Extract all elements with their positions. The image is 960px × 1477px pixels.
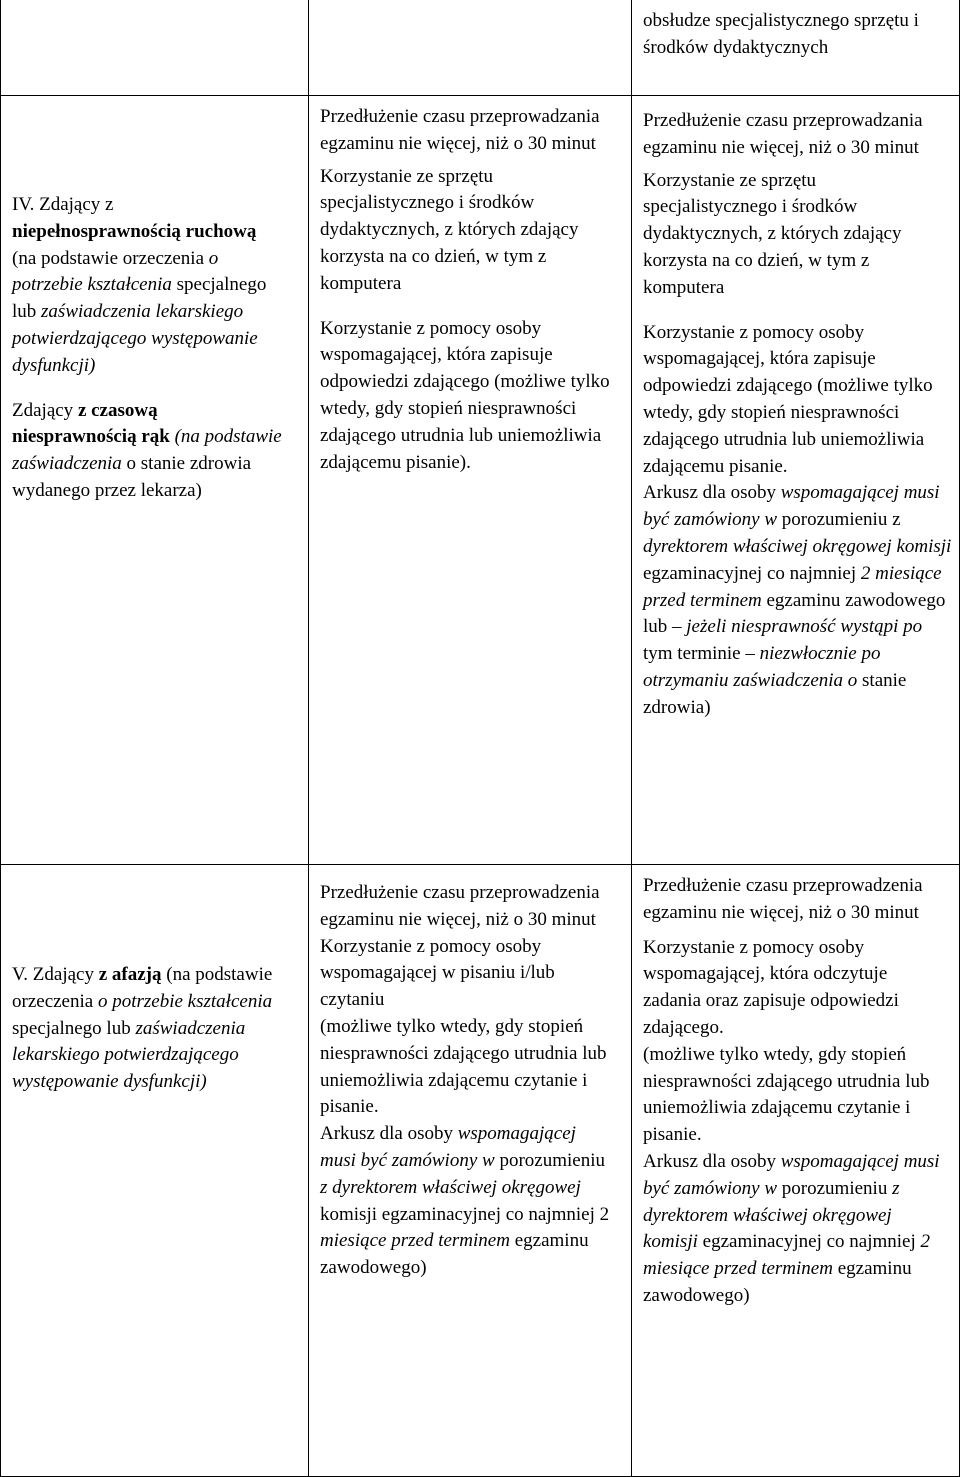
note-text: porozumieniu z: [781, 509, 901, 531]
note-text-italic: miesiące przed terminem: [320, 1230, 510, 1252]
row-iv-group2-basis-rest: o stanie zdrowia wydanego przez lekarza): [12, 453, 252, 501]
note-text: tym terminie –: [643, 643, 755, 665]
row-v-lead: Zdający: [32, 964, 94, 985]
note-text-italic: wspomagającej musi być zamówiony w: [320, 1123, 576, 1171]
row-v-col3-sheet-note: [643, 1149, 943, 1310]
note-text: komisji egzaminacyjnej co najmniej 2: [320, 1203, 610, 1225]
row-v-numeral: V.: [12, 964, 29, 985]
note-text: egzaminu zawodowego): [643, 1258, 912, 1306]
row-iv-group1: [12, 192, 282, 380]
row-iv-group2-lead: Zdający: [12, 399, 74, 421]
row-iv-col2-time-extension: Przedłużenie czasu przeprowadzania egzaminu nie więcej, niż o 30 minut: [320, 106, 600, 154]
note-text-italic: 2 miesiące przed terminem: [643, 562, 942, 611]
note-text-italic: 2 miesiące przed terminem: [643, 1231, 931, 1280]
note-text: Arkusz dla osoby: [643, 1150, 776, 1172]
row-divider-middle: [0, 864, 960, 865]
column-divider-1: [308, 0, 309, 1477]
row-v-disability-type: z afazją: [98, 964, 162, 985]
note-text-italic: wspomagającej musi być zamówiony w: [643, 482, 940, 531]
row-v-disability-cell: [12, 962, 274, 1096]
note-text-italic: z dyrektorem właściwej okręgowej: [320, 1176, 581, 1198]
note-text: stanie zdrowia): [643, 669, 907, 718]
row-v-col2-cell: [320, 880, 612, 1282]
row-iv-col2-cell: [320, 104, 612, 476]
row-iv-basis-italic2: zaświadczenia lekarskiego potwierdzającego występowanie dysfunkcji): [12, 301, 258, 376]
note-text: Arkusz dla osoby: [320, 1123, 453, 1145]
row-v-col2-assistant: Korzystanie z pomocy osoby wspomagającej w pisaniu i/lub czytaniu: [320, 935, 555, 1011]
note-text-italic: niezwłocznie po otrzymaniu zaświadczenia o: [643, 643, 881, 691]
continuation-text: obsłudze specjalistycznego sprzętu i środków dydaktycznych: [643, 10, 919, 58]
row-iv-col3-assistant: Korzystanie z pomocy osoby wspomagającej, która zapisuje odpowiedzi zdającego (możliwe tylko wtedy, gdy stopień niesprawności zdającego utrudnia lub uniemożliwia zdającemu pisanie.: [643, 321, 933, 477]
note-text: egzaminacyjnej co najmniej: [643, 562, 857, 584]
row-v-basis-italic2: zaświadczenia lekarskiego potwierdzającego występowanie dysfunkcji): [12, 1017, 246, 1093]
row-divider-top: [0, 95, 960, 96]
note-text: egzaminacyjnej co najmniej: [702, 1231, 916, 1253]
row-iv-col3-time-extension: Przedłużenie czasu przeprowadzania egzaminu nie więcej, niż o 30 minut: [643, 110, 923, 158]
note-text: Arkusz dla osoby: [643, 482, 776, 504]
row-iv-basis-mid: specjalnego lub: [12, 274, 267, 323]
row-iv-numeral: IV.: [12, 194, 35, 215]
row-v-basis-open: (na podstawie orzeczenia: [12, 964, 273, 1012]
row-iv-group2: [12, 398, 282, 505]
row-v-basis-italic: o potrzebie kształcenia: [97, 990, 273, 1012]
row-iv-col3-cell: [643, 108, 953, 722]
row-v-col2-condition: (możliwe tylko wtedy, gdy stopień niesprawności zdającego utrudnia lub uniemożliwia zdającemu czytanie i pisanie.: [320, 1015, 607, 1118]
row-iv-basis-open: (na podstawie orzeczenia: [12, 247, 205, 269]
note-text-italic: z dyrektorem właściwej okręgowej komisji: [643, 1177, 900, 1253]
row-v-col3-cell: [643, 873, 943, 1310]
row-v-group: [12, 962, 274, 1096]
row-iv-lead: Zdający z: [39, 194, 114, 215]
row-iv-basis-italic: o potrzebie kształcenia: [12, 247, 219, 296]
row-v-col3-assistant: Korzystanie z pomocy osoby wspomagającej, która odczytuje zadania oraz zapisuje odpowiedzi zdającego.: [643, 936, 899, 1038]
note-text: porozumieniu: [499, 1149, 605, 1171]
note-text: egzaminu zawodowego lub –: [643, 589, 946, 638]
row-v-basis-mid: specjalnego lub: [12, 1017, 131, 1039]
row-iv-col2-assistant: Korzystanie z pomocy osoby wspomagającej, która zapisuje odpowiedzi zdającego (możliwe tylko wtedy, gdy stopień niesprawności zdającego utrudnia lub uniemożliwia zdającemu pisanie).: [320, 317, 610, 473]
row-v-col3-time-extension: Przedłużenie czasu przeprowadzenia egzaminu nie więcej, niż o 30 minut: [643, 875, 923, 923]
row-v-col2-time-extension: Przedłużenie czasu przeprowadzenia egzaminu nie więcej, niż o 30 minut: [320, 882, 600, 930]
row-iv-col3-sheet-note: [643, 480, 953, 721]
note-text: porozumieniu: [781, 1177, 888, 1199]
row-iv-group2-basis-italic: (na podstawie zaświadczenia: [12, 426, 282, 475]
row-iv-col2-equipment: Korzystanie ze sprzętu specjalistycznego i środków dydaktycznych, z których zdający korzysta na co dzień, w tym z komputera: [320, 165, 579, 294]
top-row-col3-cell: [643, 8, 953, 62]
row-iv-disability-type: niepełnosprawnością ruchową: [12, 220, 257, 242]
note-text-italic: jeżeli niesprawność wystąpi po: [686, 616, 923, 638]
table-border-left: [0, 0, 1, 1477]
column-divider-2: [631, 0, 632, 1477]
row-iv-col3-equipment: Korzystanie ze sprzętu specjalistycznego i środków dydaktycznych, z których zdający korzysta na co dzień, w tym z komputera: [643, 169, 902, 298]
note-text-italic: wspomagającej musi być zamówiony w: [643, 1150, 940, 1199]
note-text-italic: dyrektorem właściwej okręgowej komisji: [643, 535, 952, 557]
row-v-col2-sheet-note: [320, 1121, 612, 1282]
row-iv-disability-cell: [12, 192, 282, 505]
row-iv-group2-type: z czasową niesprawnością rąk: [12, 399, 170, 448]
row-v-col3-condition: (możliwe tylko wtedy, gdy stopień niesprawności zdającego utrudnia lub uniemożliwia zdającemu czytanie i pisanie.: [643, 1043, 930, 1146]
note-text: egzaminu zawodowego): [320, 1230, 589, 1279]
